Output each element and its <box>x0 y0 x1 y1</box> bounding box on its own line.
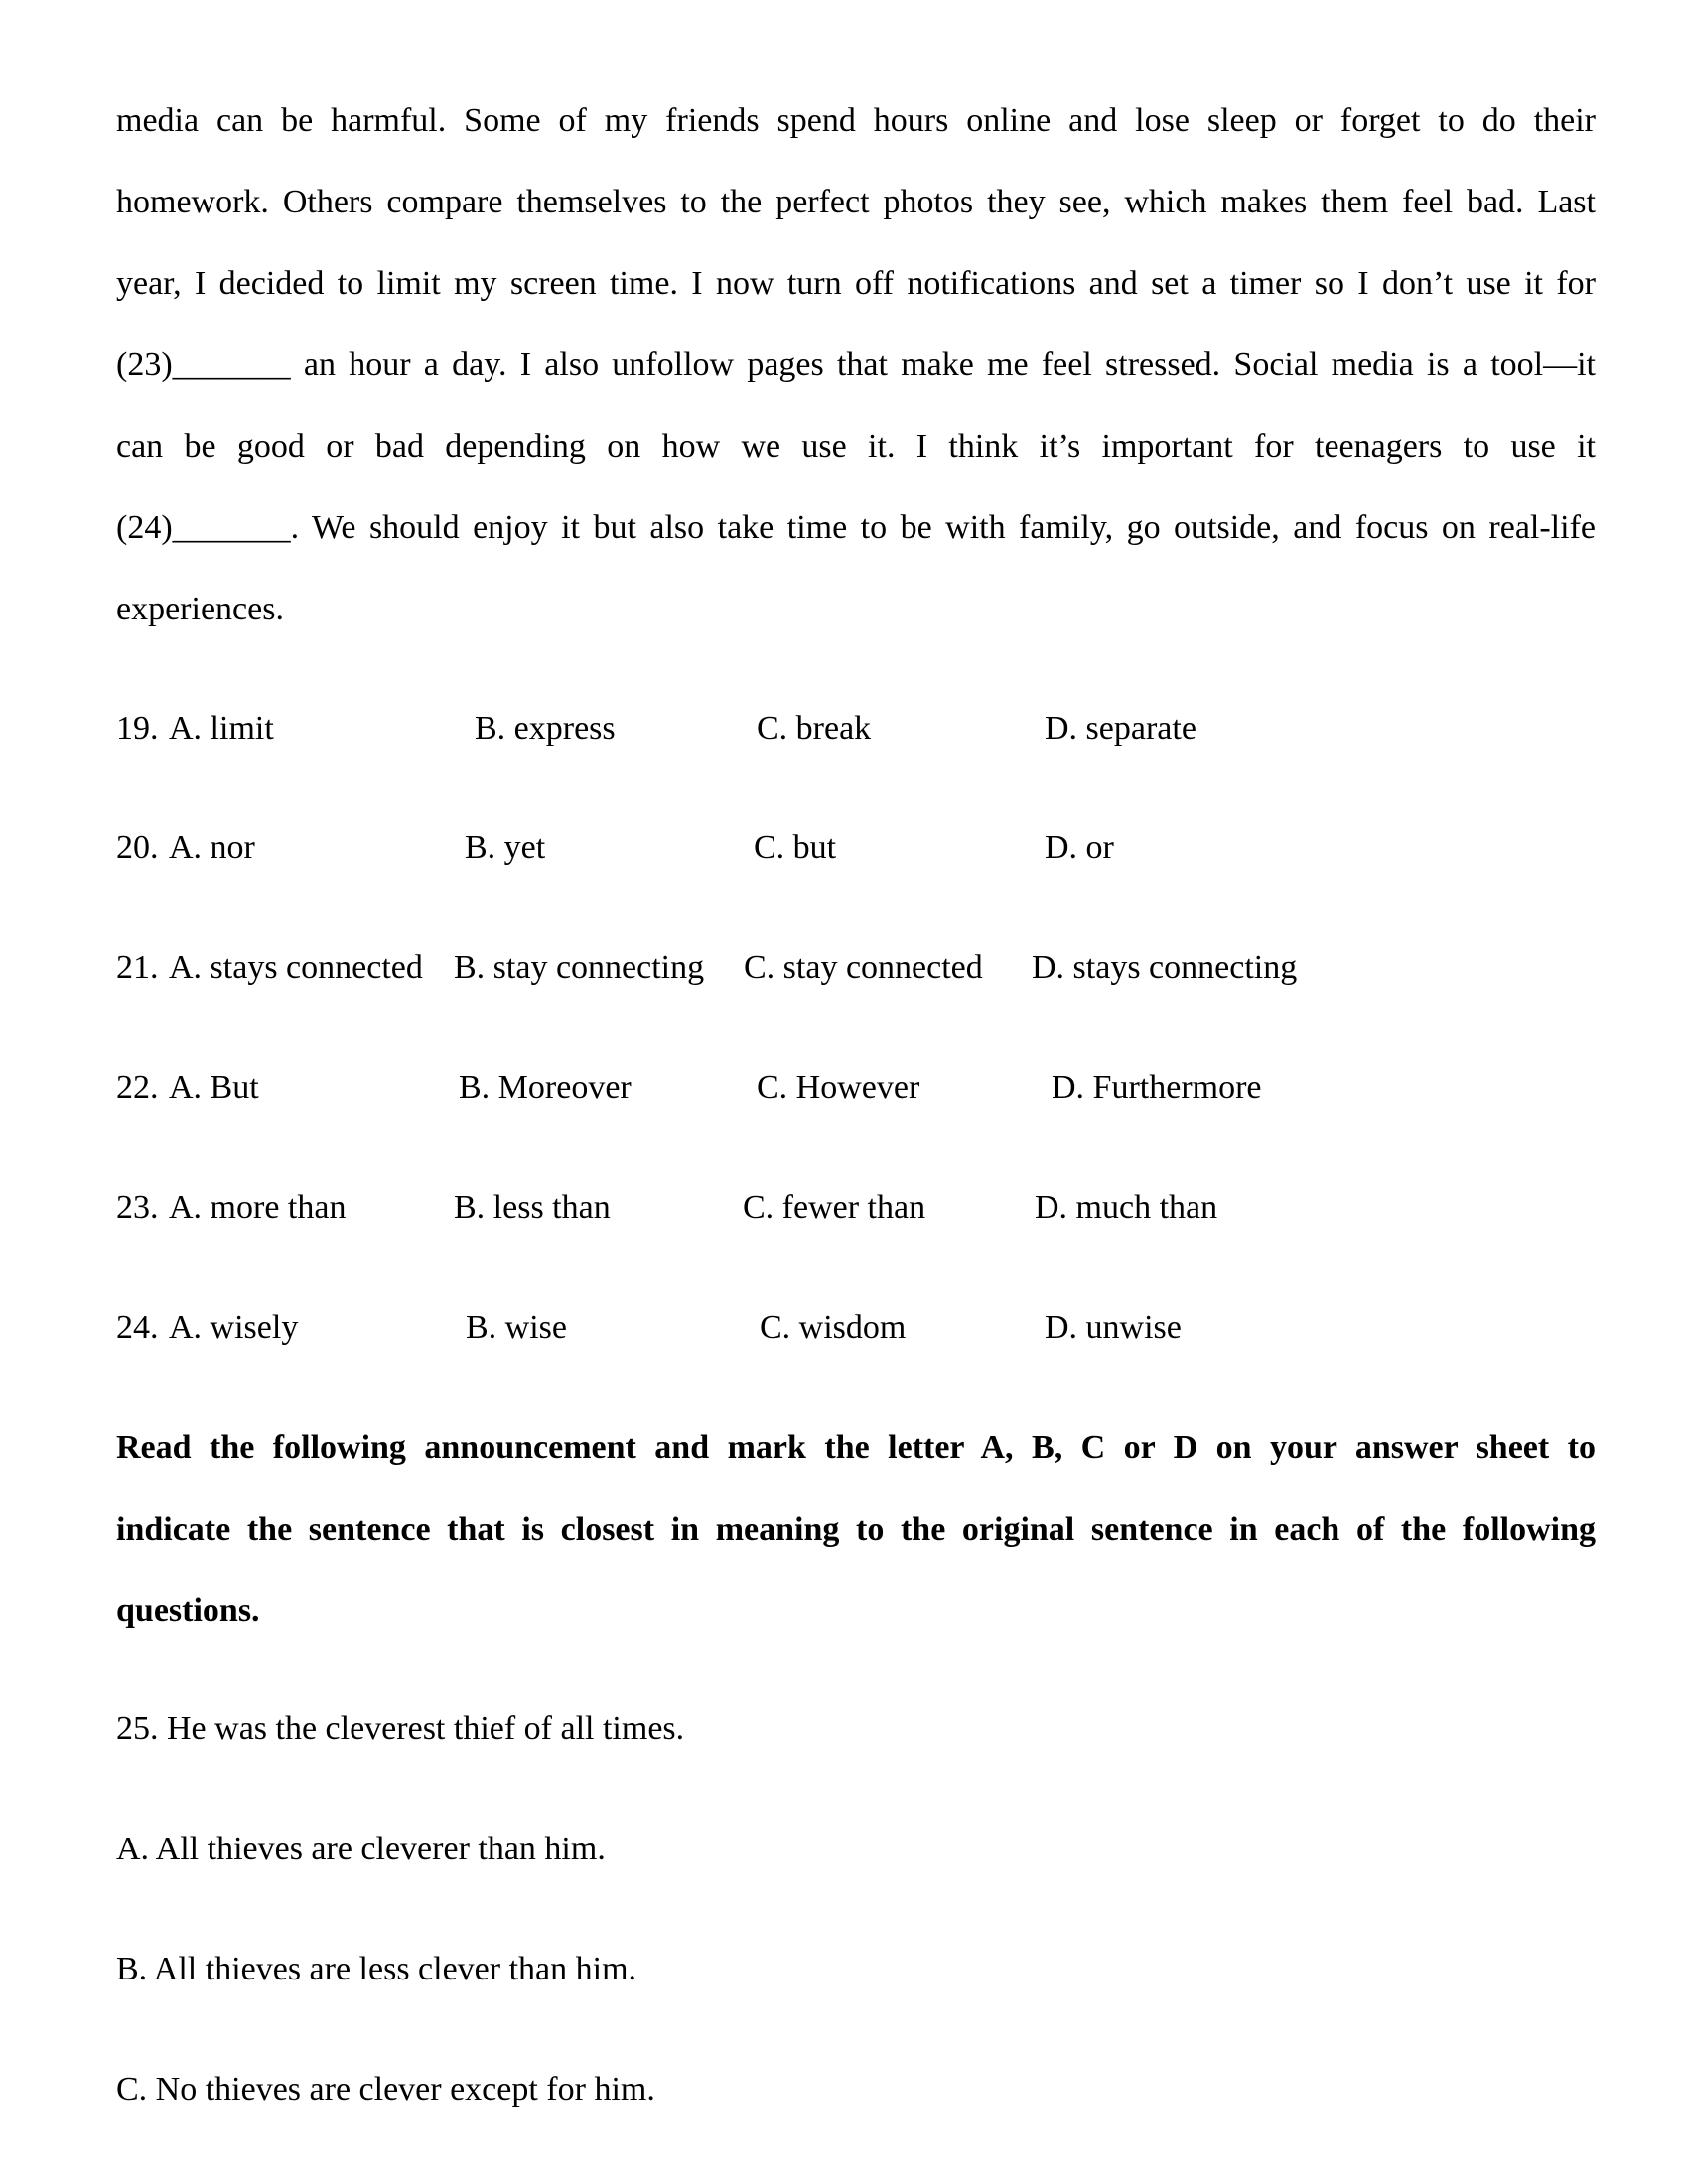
option-b: B. stay connecting <box>454 949 705 986</box>
option-a: A. But <box>169 1069 259 1106</box>
passage-line: media can be harmful. Some of my friends spend hours online and lose sleep or forget to do their <box>116 102 1596 139</box>
option-b: B. wise <box>466 1309 567 1346</box>
option-d: D. stays connecting <box>1032 949 1298 986</box>
option-c: C. fewer than <box>743 1189 926 1226</box>
option-c: C. However <box>757 1069 920 1106</box>
option-c: C. No thieves are clever except for him. <box>116 2071 655 2108</box>
option-b: B. yet <box>465 829 546 866</box>
option-d: D. unwise <box>1045 1309 1182 1346</box>
option-d: D. much than <box>1035 1189 1218 1226</box>
option-a: A. stays connected <box>169 949 423 986</box>
question-number: 24. <box>116 1309 159 1346</box>
instruction-line: indicate the sentence that is closest in meaning to the original sentence in each of the following <box>116 1511 1596 1548</box>
question-22 <box>116 1068 1596 1108</box>
option-a: A. nor <box>169 829 255 866</box>
option-b: B. less than <box>454 1189 611 1226</box>
option-a: A. All thieves are cleverer than him. <box>116 1831 606 1867</box>
option-d: D. or <box>1045 829 1114 866</box>
question-19 <box>116 709 1596 749</box>
instruction-line: questions. <box>116 1592 260 1629</box>
option-a: A. wisely <box>169 1309 299 1346</box>
passage-line: homework. Others compare themselves to the perfect photos they see, which makes them feel bad. Last <box>116 184 1596 220</box>
question-20 <box>116 828 1596 868</box>
option-a: A. more than <box>169 1189 347 1226</box>
passage-line: year, I decided to limit my screen time. I now turn off notifications and set a timer so I don’t use it for <box>116 265 1596 302</box>
option-c: C. wisdom <box>760 1309 907 1346</box>
option-d: D. separate <box>1045 710 1196 747</box>
option-b: B. express <box>475 710 616 747</box>
question-number: 21. <box>116 949 159 986</box>
question-number: 19. <box>116 710 159 747</box>
passage-line: (24)_______. We should enjoy it but also take time to be with family, go outside, and focus on real-life <box>116 509 1596 546</box>
option-c: C. break <box>757 710 872 747</box>
question-21 <box>116 948 1596 988</box>
question-number: 23. <box>116 1189 159 1226</box>
passage-line: can be good or bad depending on how we use it. I think it’s important for teenagers to use it <box>116 428 1596 465</box>
option-d: D. Furthermore <box>1052 1069 1262 1106</box>
option-b: B. All thieves are less clever than him. <box>116 1951 637 1987</box>
instruction-line: Read the following announcement and mark the letter A, B, C or D on your answer sheet to <box>116 1430 1596 1466</box>
question-number: 20. <box>116 829 159 866</box>
option-a: A. limit <box>169 710 274 747</box>
option-b: B. Moreover <box>459 1069 632 1106</box>
question-23 <box>116 1188 1596 1228</box>
question-24 <box>116 1308 1596 1348</box>
passage-line: (23)_______ an hour a day. I also unfollow pages that make me feel stressed. Social media is a tool—it <box>116 346 1596 383</box>
passage-line: experiences. <box>116 591 284 627</box>
option-c: C. stay connected <box>744 949 983 986</box>
option-c: C. but <box>754 829 837 866</box>
question-stem: 25. He was the cleverest thief of all times. <box>116 1710 685 1747</box>
question-number: 22. <box>116 1069 159 1106</box>
